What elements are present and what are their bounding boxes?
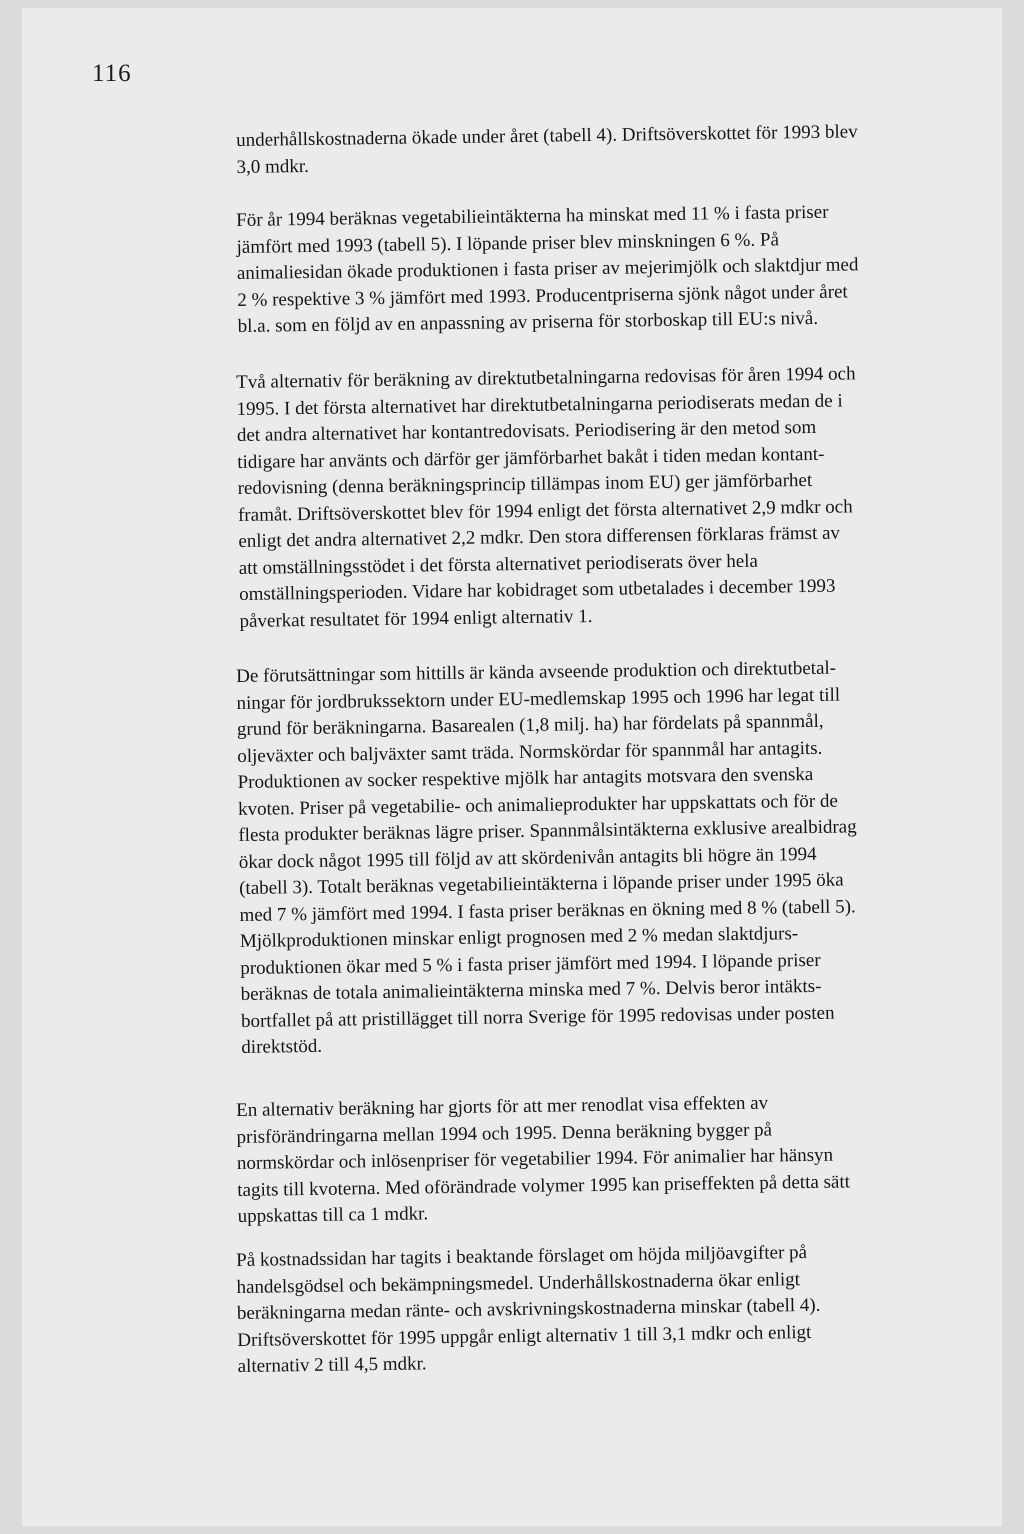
text-line: 2 % respektive 3 % jämfört med 1993. Producentpriserna sjönk något under året — [237, 280, 848, 311]
text-line: framåt. Driftsöverskottet blev för 1994 enligt det första alternativet 2,9 mdkr och — [237, 495, 853, 526]
text-line: På kostnadssidan har tagits i beaktande förslaget om höjda miljöavgifter på — [236, 1242, 808, 1271]
text-line: ökar dock något 1995 till följd av att skördenivån antagits bli högre än 1994 — [238, 843, 817, 873]
paragraph-2 — [236, 197, 998, 340]
paragraph-6 — [236, 1237, 998, 1380]
text-line: animaliesidan ökade produktionen i fasta priser av mejerimjölk och slaktdjur med — [236, 254, 859, 284]
text-line: enligt det andra alternativet 2,2 mdkr. Den stora differensen förklaras främst av — [238, 522, 841, 552]
text-line: 3,0 mdkr. — [236, 155, 309, 178]
page-number: 116 — [92, 60, 132, 87]
paragraph-1 — [236, 117, 997, 181]
text-line: jämfört med 1993 (tabell 5). I löpande priser blev minskningen 6 %. På — [236, 228, 780, 258]
text-line: prisförändringarna mellan 1994 och 1995. Denna beräkning bygger på — [236, 1119, 773, 1148]
text-line: Två alternativ för beräkning av direktutbetalningarna redovisas för åren 1994 och — [236, 363, 856, 393]
text-line: redovisning (denna beräkningsprincip tillämpas inom EU) ger jämförbarhet — [237, 469, 813, 499]
paragraph-5 — [236, 1087, 998, 1230]
text-line: det andra alternativet har kontantredovisats. Periodisering är den metod som — [236, 416, 817, 446]
text-line: normskördar och inlösenpriser för vegetabilier 1994. För animalier har hänsyn — [236, 1144, 834, 1174]
text-line: 1995. I det första alternativet har direktutbetalningarna periodiserats medan de i — [236, 390, 843, 420]
text-line: kvoten. Priser på vegetabilie- och animalieprodukter har uppskattats och för de — [237, 790, 839, 820]
text-line: tidigare har använts och därför ger jämförbarhet bakåt i tiden medan kontant- — [237, 443, 825, 473]
text-line: direktstöd. — [241, 1035, 323, 1058]
text-line: Mjölkproduktionen minskar enligt prognosen med 2 % medan slaktdjurs- — [239, 923, 799, 952]
text-line: påverkat resultatet för 1994 enligt alternativ 1. — [239, 605, 593, 632]
text-line: De förutsättningar som hittills är kända avseende produktion och direktutbetal- — [236, 657, 837, 687]
text-line: beräkningarna medan ränte- och avskrivningskostnaderna minskar (tabell 4). — [236, 1294, 821, 1324]
text-line: produktionen ökar med 5 % i fasta priser jämfört med 1994. I löpande priser — [240, 949, 821, 979]
text-line: alternativ 2 till 4,5 mdkr. — [237, 1353, 427, 1377]
text-line: handelsgödsel och bekämpningsmedel. Underhållskostnaderna ökar enligt — [236, 1268, 801, 1298]
text-line: ningar för jordbrukssektorn under EU-medlemskap 1995 och 1996 har legat till — [236, 684, 841, 714]
text-line: Produktionen av socker respektive mjölk har antagits motsvara den svenska — [237, 763, 814, 793]
paragraph-4 — [236, 653, 1001, 1061]
text-line: Driftsöverskottet för 1995 uppgår enligt alternativ 1 till 3,1 mdkr och enligt — [237, 1321, 812, 1351]
text-line: att omställningsstödet i det första alternativet periodiserats över hela — [238, 550, 759, 579]
text-line: omställningsperioden. Vidare har kobidraget som utbetalades i december 1993 — [238, 575, 836, 605]
text-line: uppskattas till ca 1 mdkr. — [237, 1203, 429, 1227]
text-line: bortfallet på att pristillägget till norra Sverige för 1995 redovisas under posten — [240, 1002, 835, 1032]
text-line: En alternativ beräkning har gjorts för att mer renodlat visa effekten av — [236, 1092, 769, 1121]
text-line: (tabell 3). Totalt beräknas vegetabilieintäkterna i löpande priser under 1995 öka — [238, 869, 844, 899]
text-line: tagits till kvoterna. Med oförändrade volymer 1995 kan priseffekten på detta sätt — [237, 1170, 851, 1201]
paragraph-3 — [236, 359, 1000, 635]
text-line: bl.a. som en följd av en anpassning av priserna för storboskap till EU:s nivå. — [237, 307, 819, 337]
text-line: underhållskostnaderna ökade under året (tabell 4). Driftsöverskottet för 1993 blev — [236, 121, 858, 151]
text-line: flesta produkter beräknas lägre priser. Spannmålsintäkterna exklusive arealbidrag — [238, 816, 857, 846]
text-line: grund för beräkningarna. Basarealen (1,8 milj. ha) har fördelats på spannmål, — [236, 710, 824, 740]
text-line: oljeväxter och baljväxter samt träda. Normskördar för spannmål har antagits. — [237, 737, 823, 767]
text-line: beräknas de totala animalieintäkterna minska med 7 %. Delvis beror intäkts- — [240, 975, 822, 1005]
text-line: För år 1994 beräknas vegetabilieintäkterna ha minskat med 11 % i fasta priser — [236, 201, 829, 231]
text-line: med 7 % jämfört med 1994. I fasta priser beräknas en ökning med 8 % (tabell 5). — [239, 895, 856, 926]
